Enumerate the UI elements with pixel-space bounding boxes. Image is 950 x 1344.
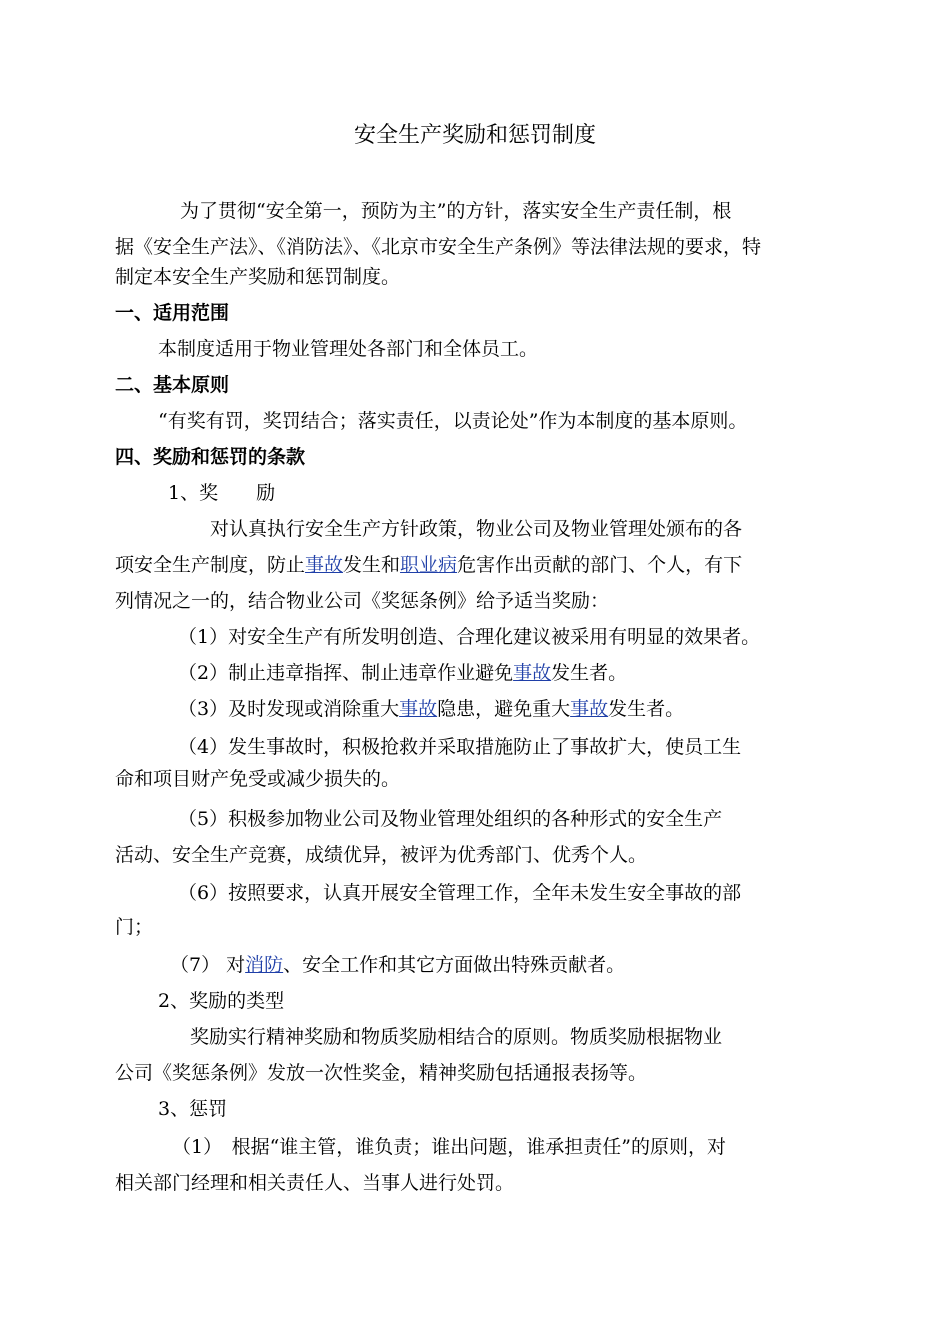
reward-item-7 xyxy=(170,952,625,978)
section-1-heading: 一、适用范围 xyxy=(115,302,230,324)
penalty-item-1-line-1: （1） 根据“谁主管，谁负责；谁出问题，谁承担责任”的原则，对 xyxy=(172,1136,727,1158)
section-4-heading: 四、奖励和惩罚的条款 xyxy=(115,446,306,468)
reward-item-2-text-a: （2）制止违章指挥、制止违章作业避免 xyxy=(178,662,514,684)
document-title: 安全生产奖励和惩罚制度 xyxy=(353,123,596,148)
reward-para-line-1: 对认真执行安全生产方针政策，物业公司及物业管理处颁布的各 xyxy=(210,518,743,540)
reward-type-line-1: 奖励实行精神奖励和物质奖励相结合的原则。物质奖励根据物业 xyxy=(190,1026,723,1048)
reward-item-5-line-2: 活动、安全生产竞赛，成绩优异，被评为优秀部门、优秀个人。 xyxy=(115,844,648,866)
intro-line-3: 制定本安全生产奖励和惩罚制度。 xyxy=(115,266,401,288)
accident-link[interactable]: 事故 xyxy=(513,662,552,684)
reward-para-text-c: 危害作出贡献的部门、个人，有下 xyxy=(457,554,743,576)
subsection-reward-type-heading: 2、奖励的类型 xyxy=(158,990,285,1012)
reward-item-3-text-a: （3）及时发现或消除重大 xyxy=(178,698,400,720)
reward-item-5-line-1: （5）积极参加物业公司及物业管理处组织的各种形式的安全生产 xyxy=(178,808,723,830)
reward-para-text-a: 项安全生产制度，防止 xyxy=(115,554,306,576)
reward-item-6-line-2: 门； xyxy=(115,916,154,938)
reward-para-line-2 xyxy=(115,552,742,578)
reward-item-4-line-2: 命和项目财产免受或减少损失的。 xyxy=(115,768,401,790)
accident-link[interactable]: 事故 xyxy=(399,698,438,720)
intro-line-2: 据《安全生产法》、《消防法》、《北京市安全生产条例》等法律法规的要求，特 xyxy=(115,236,762,258)
occupational-disease-link[interactable]: 职业病 xyxy=(400,554,458,576)
subsection-reward-heading: 1、奖 励 xyxy=(168,482,276,504)
reward-item-2-text-b: 发生者。 xyxy=(551,662,628,684)
reward-item-3 xyxy=(178,696,684,722)
reward-para-text-b: 发生和 xyxy=(343,554,401,576)
reward-item-3-text-c: 发生者。 xyxy=(608,698,685,720)
penalty-item-1-line-2: 相关部门经理和相关责任人、当事人进行处罚。 xyxy=(115,1172,515,1194)
reward-item-4-line-1: （4）发生事故时，积极抢救并采取措施防止了事故扩大，使员工生 xyxy=(178,736,742,758)
reward-item-1: （1）对安全生产有所发明创造、合理化建议被采用有明显的效果者。 xyxy=(178,626,761,648)
section-2-heading: 二、基本原则 xyxy=(115,374,230,396)
reward-item-7-text-b: 、安全工作和其它方面做出特殊贡献者。 xyxy=(283,954,626,976)
reward-item-2 xyxy=(178,660,627,686)
intro-line-1: 为了贯彻“安全第一，预防为主”的方针，落实安全生产责任制，根 xyxy=(180,200,732,222)
reward-para-line-3: 列情况之一的，结合物业公司《奖惩条例》给予适当奖励： xyxy=(115,590,610,612)
reward-type-line-2: 公司《奖惩条例》发放一次性奖金，精神奖励包括通报表扬等。 xyxy=(115,1062,648,1084)
section-1-text: 本制度适用于物业管理处各部门和全体员工。 xyxy=(158,338,539,360)
subsection-penalty-heading: 3、惩罚 xyxy=(158,1098,228,1120)
section-2-text: “有奖有罚，奖罚结合；落实责任，以责论处”作为本制度的基本原则。 xyxy=(158,410,748,432)
accident-link[interactable]: 事故 xyxy=(570,698,609,720)
reward-item-6-line-1: （6）按照要求，认真开展安全管理工作，全年未发生安全事故的部 xyxy=(178,882,742,904)
reward-item-3-text-b: 隐患，避免重大 xyxy=(437,698,571,720)
accident-link[interactable]: 事故 xyxy=(305,554,344,576)
reward-item-7-text-a: （7） 对 xyxy=(170,954,246,976)
fire-protection-link[interactable]: 消防 xyxy=(245,954,284,976)
